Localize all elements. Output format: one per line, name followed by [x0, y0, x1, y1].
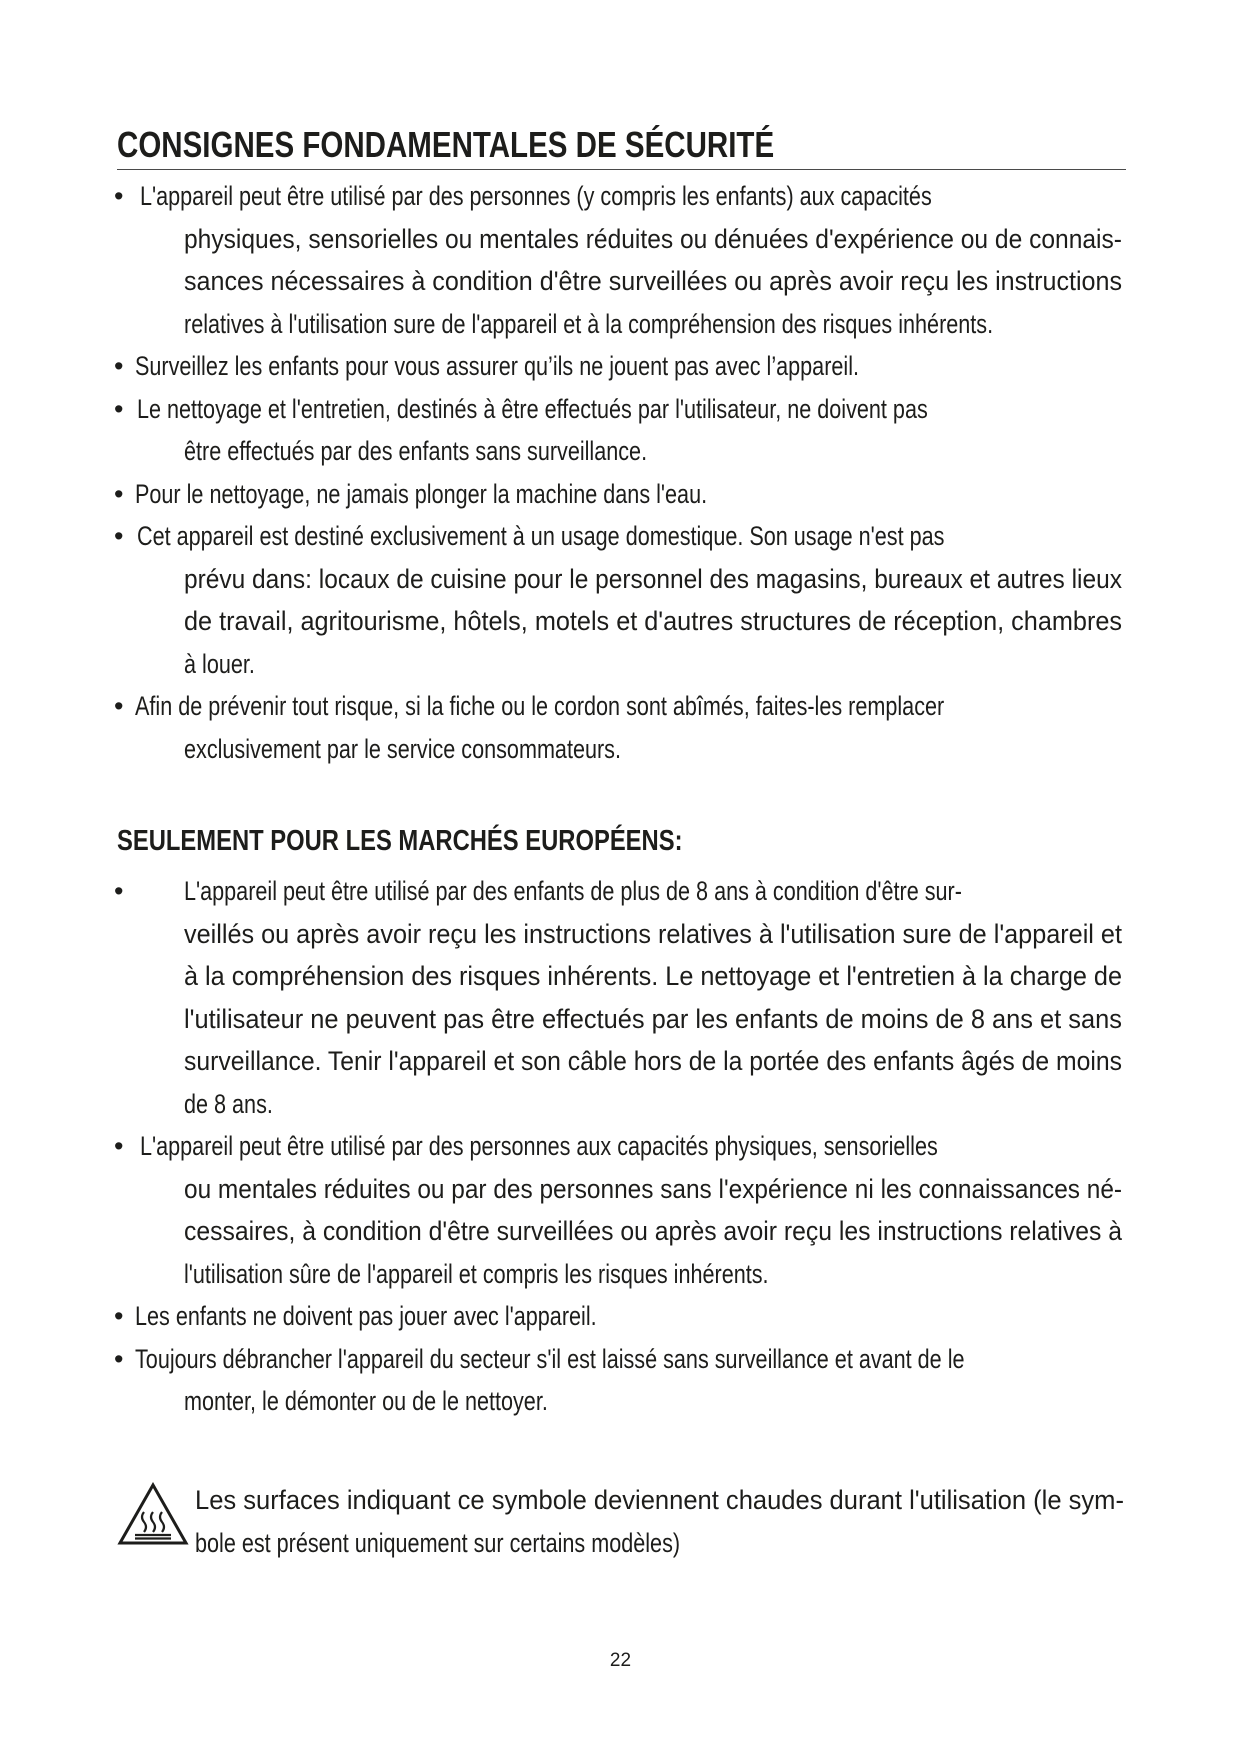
text-line: à louer.	[184, 648, 255, 679]
text-line: L'appareil peut être utilisé par des enfants de plus de 8 ans à condition d'être sur-	[184, 876, 962, 906]
list-item	[0, 870, 1241, 1125]
text-line: surveillance. Tenir l'appareil et son câble hors de la portée des enfants âgés de moins	[184, 1046, 1122, 1076]
text-line: l'utilisation sûre de l'appareil et compris les risques inhérents.	[184, 1258, 769, 1289]
item-text	[0, 175, 1241, 345]
item-text	[0, 515, 1241, 685]
bullet-icon: •	[114, 351, 124, 381]
text-line: Pour le nettoyage, ne jamais plonger la machine dans l'eau.	[135, 478, 708, 509]
text-line: Surveillez les enfants pour vous assurer qu’ils ne jouent pas avec l’appareil.	[135, 351, 860, 381]
list-item	[0, 1295, 1241, 1338]
item-text	[0, 1338, 1241, 1423]
bullet-icon: •	[114, 393, 124, 424]
text-line: de 8 ans.	[184, 1088, 273, 1119]
text-line: Afin de prévenir tout risque, si la fiche ou le cordon sont abîmés, faites-les remplacer	[135, 691, 945, 721]
bullet-icon: •	[114, 691, 124, 721]
bullet-icon: •	[114, 478, 124, 509]
text-line: l'utilisateur ne peuvent pas être effectués par les enfants de moins de 8 ans et sans	[184, 1003, 1122, 1034]
hot-surface-notice-text	[195, 1480, 1177, 1565]
item-text	[0, 1295, 1241, 1338]
text-line: Cet appareil est destiné exclusivement à un usage domestique. Son usage n'est pas	[137, 521, 945, 551]
text-line: physiques, sensorielles ou mentales réduites ou dénuées d'expérience ou de connais-	[184, 223, 1122, 254]
text-line: Les enfants ne doivent pas jouer avec l'appareil.	[135, 1301, 597, 1331]
text-line: L'appareil peut être utilisé par des personnes aux capacités physiques, sensorielles	[140, 1131, 938, 1161]
bullet-icon: •	[114, 1301, 124, 1331]
item-text	[0, 388, 1241, 473]
text-line: L'appareil peut être utilisé par des personnes (y compris les enfants) aux capacités	[140, 181, 932, 211]
text-line: ou mentales réduites ou par des personnes sans l'expérience ni les connaissances né-	[184, 1173, 1123, 1204]
list-item	[0, 345, 1241, 388]
list-item	[0, 388, 1241, 473]
section-title-safety: CONSIGNES FONDAMENTALES DE SÉCURITÉ	[117, 124, 775, 165]
section-title-european-markets: SEULEMENT POUR LES MARCHÉS EUROPÉENS:	[117, 825, 683, 857]
list-item	[0, 1338, 1241, 1423]
list-item	[0, 1125, 1241, 1295]
notice-line: Les surfaces indiquant ce symbole deviennent chaudes durant l'utilisation (le sym-	[195, 1485, 1124, 1515]
list-item	[0, 175, 1241, 345]
text-line: être effectués par des enfants sans surveillance.	[184, 436, 648, 466]
item-text	[0, 870, 1241, 1125]
hot-surface-notice	[117, 1480, 1127, 1580]
item-text	[0, 473, 1241, 516]
hot-surface-warning-icon	[117, 1482, 189, 1546]
list-item	[0, 473, 1241, 516]
text-line: à la compréhension des risques inhérents. Le nettoyage et l'entretien à la charge de	[184, 961, 1122, 991]
text-line: relatives à l'utilisation sure de l'appareil et à la compréhension des risques inhérents.	[184, 308, 994, 339]
text-line: exclusivement par le service consommateurs.	[184, 733, 621, 764]
text-line: de travail, agritourisme, hôtels, motels et d'autres structures de réception, chambres	[184, 606, 1123, 636]
page-number: 22	[609, 1650, 632, 1671]
safety-list	[0, 175, 1241, 770]
bullet-icon: •	[114, 521, 124, 551]
item-text	[0, 1125, 1241, 1295]
bullet-icon: •	[114, 181, 124, 211]
bullet-icon: •	[114, 876, 124, 906]
text-line: cessaires, à condition d'être surveillées ou après avoir reçu les instructions relatives à	[184, 1216, 1123, 1246]
bullet-icon: •	[114, 1131, 124, 1161]
item-text	[0, 685, 1241, 770]
list-item	[0, 515, 1241, 685]
text-line: veillés ou après avoir reçu les instructions relatives à l'utilisation sure de l'appareil et	[184, 918, 1122, 949]
title-underline	[117, 169, 1126, 170]
bullet-icon: •	[114, 1343, 124, 1374]
item-text	[0, 345, 1241, 388]
text-line: prévu dans: locaux de cuisine pour le personnel des magasins, bureaux et autres lieux	[184, 563, 1122, 594]
text-line: Le nettoyage et l'entretien, destinés à être effectués par l'utilisateur, ne doivent pas	[137, 393, 928, 424]
notice-line: bole est présent uniquement sur certains modèles)	[195, 1527, 681, 1558]
text-line: Toujours débrancher l'appareil du secteur s'il est laissé sans surveillance et avant de le	[135, 1343, 965, 1374]
list-item	[0, 685, 1241, 770]
european-markets-list	[0, 870, 1241, 1423]
text-line: monter, le démonter ou de le nettoyer.	[184, 1386, 548, 1416]
text-line: sances nécessaires à condition d'être surveillées ou après avoir reçu les instructions	[184, 266, 1123, 296]
